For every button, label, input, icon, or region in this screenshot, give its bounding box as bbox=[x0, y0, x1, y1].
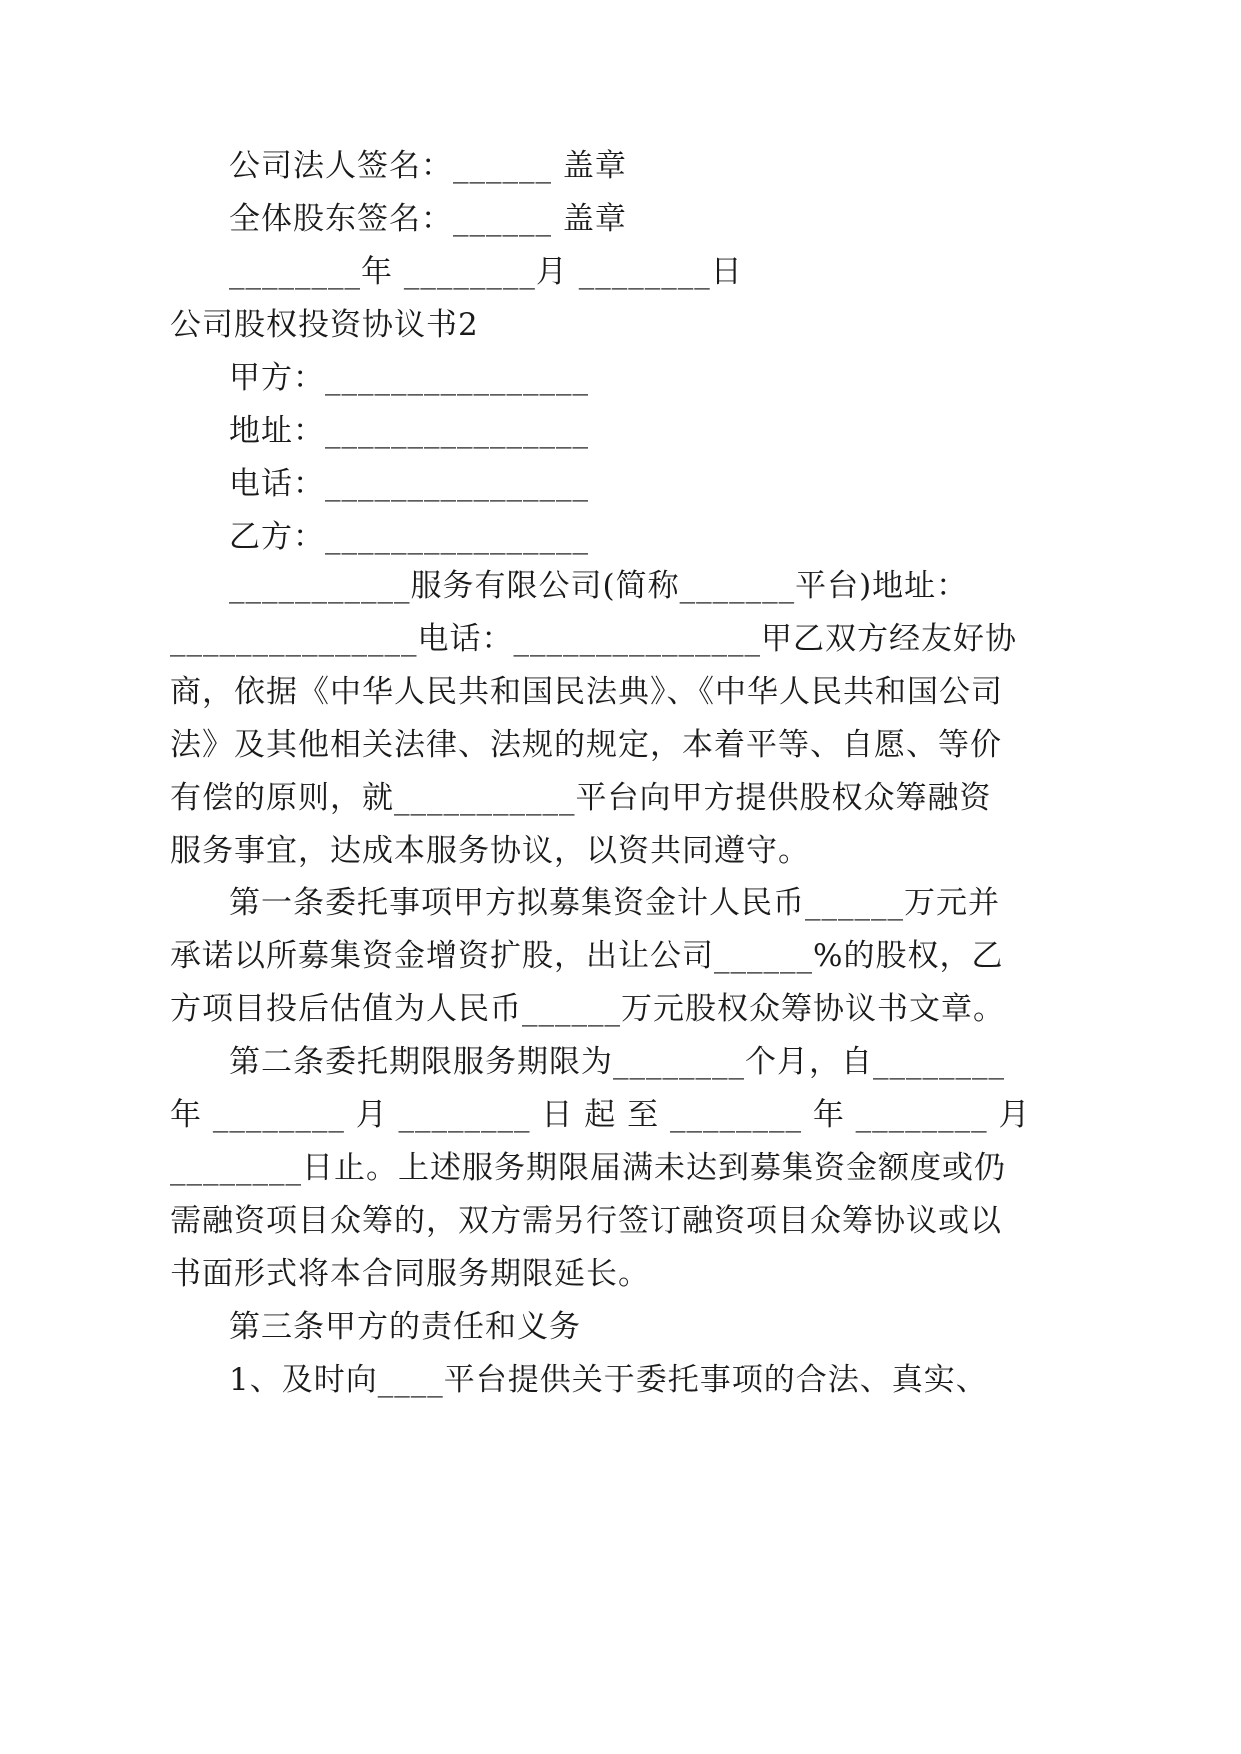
party-b-line: 乙方：________________ bbox=[229, 519, 589, 555]
preamble-line: 商，依据《中华人民共和国民法典》、《中华人民共和国公司 bbox=[170, 674, 1003, 710]
article-2-line: 书面形式将本合同服务期限延长。 bbox=[170, 1256, 650, 1292]
document-title: 公司股权投资协议书2 bbox=[170, 307, 479, 343]
article-2-line: ________日止。上述服务期限届满未达到募集资金额度或仍 bbox=[170, 1150, 1006, 1186]
article-2-line: 第二条委托期限服务期限为________个月，自________ bbox=[229, 1044, 1005, 1080]
article-2-line: 需融资项目众筹的，双方需另行签订融资项目众筹协议或以 bbox=[170, 1203, 1002, 1239]
preamble-line: _______________电话：_______________甲乙双方经友好协 bbox=[170, 621, 1017, 657]
party-a-line: 甲方：________________ bbox=[229, 360, 589, 396]
legal-rep-signature-line: 公司法人签名：______ 盖章 bbox=[229, 148, 627, 184]
signature-date-line: ________年 ________月 ________日 bbox=[229, 254, 743, 290]
article-1-line: 方项目投后估值为人民币______万元股权众筹协议书文章。 bbox=[170, 991, 1005, 1027]
preamble-line: 有偿的原则，就___________平台向甲方提供股权众筹融资 bbox=[170, 780, 992, 816]
phone-line: 电话：________________ bbox=[229, 466, 589, 502]
article-1-line: 承诺以所募集资金增资扩股，出让公司______%的股权，乙 bbox=[170, 938, 1004, 974]
address-line: 地址：________________ bbox=[229, 413, 589, 449]
article-3-heading: 第三条甲方的责任和义务 bbox=[229, 1309, 581, 1345]
article-2-line: 年 ________ 月 ________ 日 起 至 ________ 年 ________ 月 bbox=[170, 1097, 1031, 1133]
article-1-line: 第一条委托事项甲方拟募集资金计人民币______万元并 bbox=[229, 885, 1000, 921]
preamble-line: 服务事宜，达成本服务协议，以资共同遵守。 bbox=[170, 833, 810, 869]
preamble-line: 法》及其他相关法律、法规的规定，本着平等、自愿、等价 bbox=[170, 727, 1002, 763]
article-3-item-1: 1、及时向____平台提供关于委托事项的合法、真实、 bbox=[229, 1362, 988, 1398]
shareholders-signature-line: 全体股东签名：______ 盖章 bbox=[229, 201, 627, 237]
preamble-line: ___________服务有限公司(简称_______平台)地址： bbox=[229, 568, 969, 604]
